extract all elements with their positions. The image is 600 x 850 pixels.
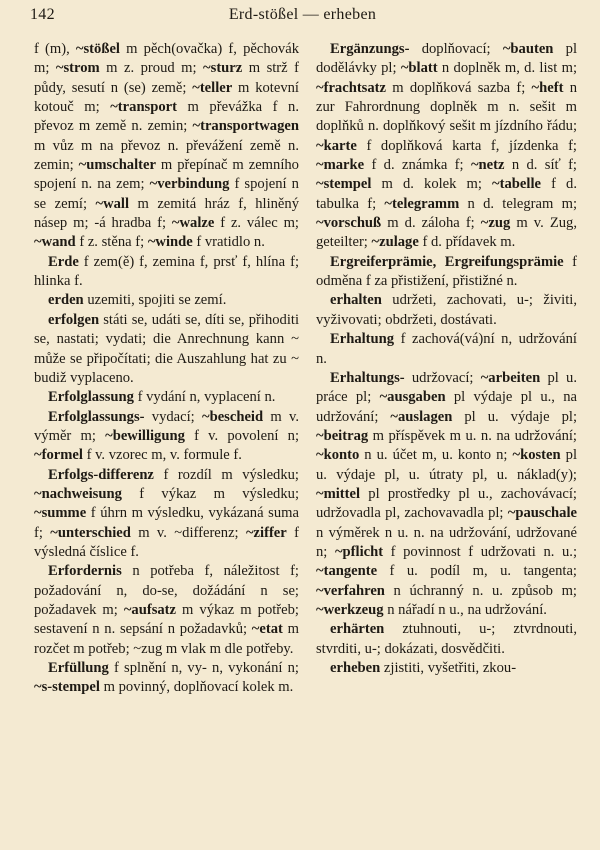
dictionary-entry: [316, 330, 577, 369]
entry-text: státi se, udáti se, díti se, přihoditi se, nastati; vydati; die Anrechnung kann ~ může se připočítati; die Auszahlung hat zu ~ budiž vyplaceno.: [34, 311, 299, 386]
entry-text: m přepínač m zemního spojení n. na zem;: [34, 157, 299, 193]
headword: erhärten: [330, 621, 385, 638]
entry-text: pl výdaje pl u., na udržování;: [316, 389, 577, 425]
headword: ~pflicht: [334, 543, 384, 560]
headword: ~zulage: [371, 234, 419, 251]
dictionary-entry: [316, 369, 577, 620]
dictionary-entry: [316, 40, 577, 253]
entry-text: m d. kolek m;: [371, 176, 493, 193]
entry-text: f vydání n, vyplacení n.: [133, 389, 276, 406]
entry-text: n potřeba f, náležitost f; požadování n, do-se, dožádání n se; požadavek m;: [34, 563, 299, 618]
entry-text: f výsledná číslice f.: [34, 524, 299, 560]
entry-text: m výkaz m potřeb; sestavení n n. sepsání n požadavků;: [34, 601, 299, 638]
dictionary-entry: [34, 388, 299, 407]
headword: ~wall: [95, 195, 130, 212]
headword: Erhaltung: [330, 331, 395, 348]
headword: ~formel: [34, 447, 83, 464]
entry-text: f splnění n, vy- n, vykonání n;: [108, 660, 299, 676]
running-head: Erd-stößel — erheben: [228, 6, 377, 23]
headword: ~ausgaben: [379, 389, 446, 406]
entry-text: f v. vzorec m, v. formule f.: [82, 447, 242, 464]
entry-text: f doplňková karta f, jízdenka f;: [356, 137, 577, 154]
entry-text: f vratidlo n.: [192, 234, 265, 251]
entry-text: m povinný, doplňovací kolek m.: [99, 679, 294, 696]
entry-text: f úhrn m výsledku, vykázaná suma f;: [34, 505, 299, 541]
entry-text: f rozdíl m výsledku;: [153, 466, 299, 483]
entry-text: m zemitá hráz f, hliněný násep m; -á hradba f;: [34, 195, 299, 232]
headword: ~werkzeug: [316, 601, 384, 618]
entry-text: m d. záloha f;: [381, 215, 481, 232]
headword: Erfordernis: [48, 563, 122, 580]
dictionary-entry: [34, 466, 299, 563]
entry-text: m rozčet m potřeb; ~zug m vlak m dle potřeby.: [34, 621, 299, 657]
headword: erhalten: [330, 292, 382, 309]
entry-text: m příspěvek m u. n. na udržování;: [368, 427, 577, 444]
headword: erfolgen: [48, 311, 100, 328]
entry-text: m v. ~differenz;: [130, 524, 246, 541]
entry-text: n úchranný n. u. způsob m;: [384, 582, 577, 599]
headword: ~unterschied: [50, 524, 131, 541]
entry-text: f d. známka f;: [364, 157, 471, 174]
headword: ~bewilligung: [105, 427, 185, 444]
entry-text: uzemiti, spojiti se zemí.: [83, 292, 227, 309]
entry-text: pl dodělávky pl;: [316, 41, 578, 77]
headword: ~stempel: [316, 176, 372, 193]
entry-text: m převážka f n. převoz m země n. zemin;: [34, 99, 299, 135]
entry-text: udržeti, zachovati, u-; živiti, vyživovati; obdržeti, dostávati.: [316, 292, 577, 328]
headword: ~tabelle: [492, 176, 541, 193]
headword: ~nachweisung: [34, 485, 122, 502]
entry-text: zjistiti, vyšetřiti, zkou-: [380, 660, 517, 676]
headword: ~auslagen: [390, 408, 453, 425]
dictionary-entry: [34, 659, 299, 698]
headword: ~s-stempel: [34, 679, 100, 696]
headword: ~beitrag: [316, 427, 369, 444]
headword: Ergreiferprämie, Ergreifungsprämie: [330, 253, 564, 270]
headword: ~arbeiten: [480, 369, 541, 386]
entry-text: m z. proud m;: [99, 60, 204, 77]
dictionary-entry: [34, 311, 299, 388]
dictionary-entry: [34, 291, 299, 310]
dictionary-entry: [34, 253, 299, 292]
headword: ~marke: [316, 157, 365, 174]
headword: Erfolgs-differenz: [48, 466, 154, 483]
headword: ~heft: [531, 79, 564, 96]
headword: erheben: [330, 660, 381, 676]
right-column: [316, 40, 577, 678]
entry-text: m strž f půdy, sesutí n (se) země;: [34, 60, 299, 96]
headword: ~stößel: [75, 41, 120, 57]
headword: ~transportwagen: [192, 118, 299, 135]
entry-text: f zem(ě) f, zemina f, prsť f, hlína f; hlinka f.: [34, 253, 299, 290]
entry-text: f výkaz m výsledku;: [121, 485, 299, 502]
entry-text: f spojení n se zemí;: [34, 176, 299, 212]
headword: ~walze: [171, 215, 215, 232]
entry-text: m v. výměr m;: [34, 408, 299, 444]
dictionary-entry: [316, 659, 577, 678]
headword: ~tangente: [316, 563, 378, 580]
entry-text: n nářadí n u., na udržování.: [383, 601, 547, 618]
headword: ~blatt: [400, 60, 438, 77]
headword: ~vorschuß: [316, 215, 382, 232]
entry-text: n u. účet m, u. konto n;: [359, 447, 513, 464]
entry-text: n výměrek n u. n. na udržování, udržované n;: [316, 524, 577, 560]
headword: ~ziffer: [245, 524, 287, 541]
entry-text: f (m),: [34, 41, 76, 57]
headword: ~strom: [55, 60, 100, 77]
entry-text: vydací;: [144, 408, 202, 425]
headword: ~sturz: [203, 60, 243, 77]
headword: ~winde: [147, 234, 193, 251]
entry-text: f povinnost f udržovati n. u.;: [383, 543, 577, 560]
headword: ~bauten: [502, 41, 554, 57]
headword: ~netz: [470, 157, 505, 174]
headword: ~teller: [192, 79, 233, 96]
headword: ~verbindung: [149, 176, 230, 193]
entry-text: f v. povolení n;: [184, 427, 299, 444]
headword: ~umschalter: [78, 157, 156, 174]
headword: Erfolglassung: [48, 389, 134, 406]
entry-text: f z. stěna f;: [75, 234, 148, 251]
headword: ~aufsatz: [123, 601, 177, 618]
headword: Erfolglassungs-: [48, 408, 145, 425]
entry-text: m pěch(ovačka) f, pěchovák m;: [34, 41, 299, 77]
entry-text: m v. Zug, geteilter;: [316, 215, 577, 251]
entry-text: m vůz m na převoz n. převážení země n. zemin;: [34, 137, 299, 174]
headword: ~zug: [480, 215, 511, 232]
entry-text: pl prostředky pl u., zachovávací; udržovadla pl, zachovavadla pl;: [316, 485, 577, 522]
entry-text: n doplněk m, d. list m;: [437, 60, 577, 77]
entry-text: doplňovací;: [409, 41, 503, 57]
headword: ~frachtsatz: [316, 79, 386, 96]
entry-text: f odměna f za přistižení, přistižné n.: [316, 253, 577, 290]
headword: Erhaltungs-: [330, 369, 405, 386]
entry-text: pl u. práce pl;: [316, 369, 577, 406]
headword: ~verfahren: [316, 582, 385, 599]
dictionary-entry: [34, 408, 299, 466]
entry-text: f d. přídavek m.: [418, 234, 516, 251]
entry-text: pl u. výdaje pl, u. útraty pl, u. náklad(y);: [316, 447, 578, 483]
entry-text: n d. telegram m;: [459, 195, 577, 212]
headword: erden: [48, 292, 84, 309]
entry-text: f z. válec m;: [214, 215, 299, 232]
headword: Erfüllung: [48, 660, 109, 676]
headword: ~bescheid: [202, 408, 264, 425]
page-header: [30, 6, 575, 28]
entry-text: f zachová(vá)ní n, udržování n.: [316, 331, 577, 367]
headword: Ergänzungs-: [330, 41, 410, 57]
entry-text: ztuhnouti, u-; ztvrdnouti, stvrditi, u-; dokázati, dosvědčiti.: [316, 621, 577, 657]
left-column: [34, 40, 299, 698]
dictionary-entry: [316, 253, 577, 292]
headword: ~summe: [34, 505, 87, 522]
dictionary-entry: [34, 40, 299, 253]
headword: ~kosten: [512, 447, 561, 464]
headword: ~karte: [316, 137, 357, 154]
entry-text: udržovací;: [404, 369, 481, 386]
headword: ~mittel: [316, 485, 361, 502]
entry-text: n zur Fahrordnung doplněk m n. sešit m doplňků n. doplňkový sešit m jízdního řádu;: [316, 79, 577, 135]
entry-text: n d. síť f;: [504, 157, 577, 174]
entry-text: pl u. výdaje pl;: [452, 408, 577, 425]
headword: ~wand: [34, 234, 76, 251]
headword: ~konto: [316, 447, 360, 464]
page-number: 142: [30, 6, 55, 23]
headword: ~etat: [251, 621, 283, 638]
headword: ~transport: [110, 99, 177, 116]
entry-text: f d. tabulka f;: [316, 176, 577, 212]
dictionary-entry: [316, 291, 577, 330]
entry-text: m kotevní kotouč m;: [34, 79, 299, 116]
entry-text: m doplňková sazba f;: [386, 79, 532, 96]
entry-text: f u. podíl m, u. tangenta;: [377, 563, 577, 580]
dictionary-entry: [316, 620, 577, 659]
headword: Erde: [48, 253, 79, 270]
dictionary-entry: [34, 562, 299, 659]
headword: ~telegramm: [384, 195, 460, 212]
headword: ~pauschale: [507, 505, 577, 522]
